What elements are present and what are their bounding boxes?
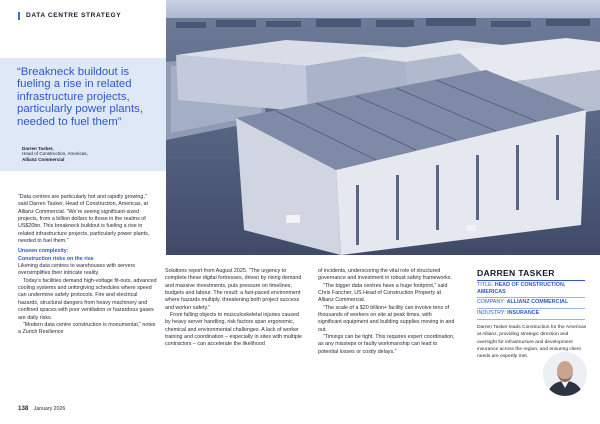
issue-date: January 2026 — [33, 406, 66, 412]
pull-quote-author — [22, 146, 157, 162]
column3-paragraph: of incidents, underscoring the vital role of structured governance and investment in robust safety frameworks. — [318, 268, 452, 282]
page-footer — [18, 405, 65, 412]
column3-paragraph: “The bigger data centres have a huge footprint,” said Chris Fancher, US Head of Construction Property at Allianz Commercial. — [318, 282, 448, 304]
column1-paragraph: Likening data centres to warehouses with servers oversimplifies their intricate reality. — [18, 263, 136, 277]
profile-bio: Darren Tasker leads Construction for the Americas at Allianz, providing strategic direction and oversight for infrastructure and development insurance across the region, and ensuring client needs are expertly met. — [477, 325, 587, 360]
column1-paragraph: “Data centres are particularly hot and rapidly growing,” said Darren Tasker, Head of Construction, Americas, at Allianz Commercial. “We’re seeing significant-sized projects, from a billion dollars to those in the realms of US$20bn. This breakneck buildout is fueling a rise in related infrastructure projects, particularly power plants, needed to fuel them.” — [18, 194, 150, 245]
subhead-line-2: Construction risks on the rise — [18, 255, 94, 262]
column3-paragraph: “Timings can be tight. This requires expert coordination, as any missteps or faulty workmanship can lead to potential losses or costly delays.” — [318, 334, 455, 355]
profile-industry-label: INDUSTRY: — [477, 310, 506, 316]
subhead-line-1: Unseen complexity: — [18, 248, 69, 255]
profile-industry-row — [477, 310, 585, 320]
article-column-1 — [18, 194, 157, 337]
section-subhead — [18, 248, 157, 263]
profile-title-label: TITLE: — [477, 282, 494, 288]
column1-paragraph: “Modern data centre construction is monumental,” notes a Zurich Resilience — [18, 321, 156, 336]
data-centre-construction-photo — [166, 0, 600, 255]
section-label: DATA CENTRE STRATEGY — [18, 12, 163, 20]
quote-author-role: Head of Construction, Americas, — [22, 151, 88, 157]
portrait-icon — [543, 352, 587, 396]
column2-paragraph: Solutions report from August 2025. “The urgency to complete these digital fortresses, driven by rising demand and massive investments, puts pressure on timelines, budgets and labour. The result: a fast-paced environment where hazards multiply, threatening both project success and worker safety.” — [165, 268, 302, 311]
column1-paragraph: Today’s facilities demand high-voltage fit-outs, advanced cooling systems and unforgiving schedules where speed can undermine safety protocols. Fire and electrical hazards, structural dangers from heavy machinery and confined spaces with poor ventilation or hazardous gases are daily risks. — [18, 277, 157, 321]
article-column-3 — [318, 268, 455, 356]
avatar — [543, 352, 587, 396]
quote-author-company: Allianz Commercial — [22, 156, 65, 162]
quote-author-name: Darren Tasker, — [22, 146, 54, 151]
construction-site-illustration — [166, 0, 600, 255]
profile-company-value: ALLIANZ COMMERCIAL — [506, 299, 569, 305]
profile-company-row — [477, 299, 585, 309]
profile-company-label: COMPANY: — [477, 299, 506, 305]
profile-title-row — [477, 282, 585, 298]
profile-title-value: HEAD OF CONSTRUCTION, AMERICAS — [477, 282, 566, 295]
profile-industry-value: INSURANCE — [507, 310, 540, 316]
pull-quote-text: “Breakneck buildout is fueling a rise in related infrastructure projects, particularly power plants, needed to fuel them” — [17, 66, 143, 128]
profile-name: DARREN TASKER — [477, 268, 585, 281]
column2-paragraph: From falling objects to musculoskeletal injuries caused by heavy server handling, risk factors span ergonomic, chemical and environmental challenges. A lack of worker training and coordination – especially in sites with multiple contractors – can accelerate the likelihood — [165, 312, 302, 348]
page-number: 138 — [18, 405, 29, 412]
article-column-2 — [165, 268, 302, 349]
column3-paragraph: “The scale of a $20 billion+ facility can involve tens of thousands of workers on site at peak times, with significant equipment and building supplies moving in and out. — [318, 304, 455, 333]
